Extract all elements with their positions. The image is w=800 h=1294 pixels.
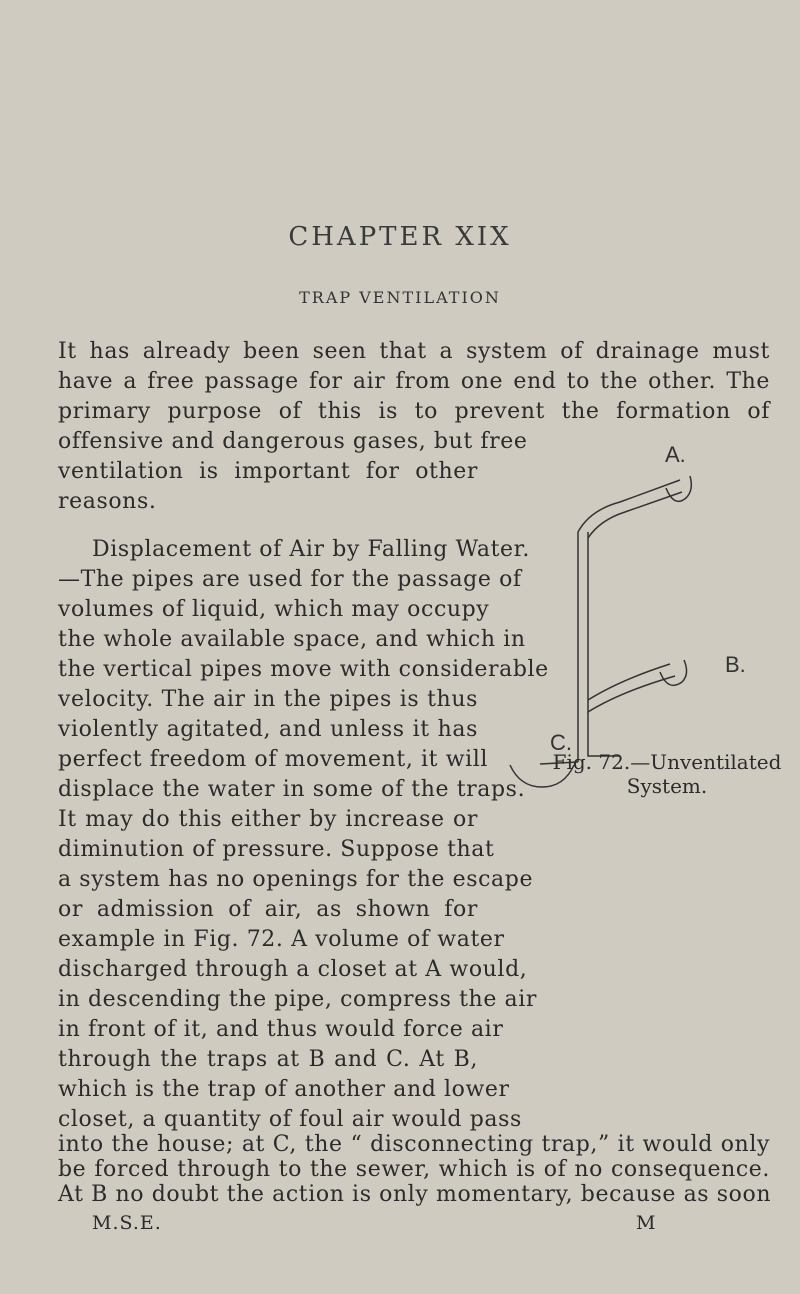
text-line: example in Fig. 72. A volume of water: [58, 927, 505, 952]
text-line: volumes of liquid, which may occupy: [58, 597, 490, 622]
text-line: the vertical pipes move with considerable: [58, 657, 549, 682]
text-line: offensive and dangerous gases, but free: [58, 429, 528, 454]
section-title: TRAP VENTILATION: [299, 288, 501, 307]
text-line: It may do this either by increase or: [58, 807, 478, 832]
gathering-mark: M: [636, 1212, 656, 1234]
chapter-heading: CHAPTER XIX: [288, 222, 512, 252]
text-line: closet, a quantity of foul air would pass: [58, 1107, 522, 1132]
text-line: a system has no openings for the escape: [58, 867, 534, 892]
text-line: velocity. The air in the pipes is thus: [58, 687, 478, 712]
text-line: in front of it, and thus would force air: [58, 1017, 504, 1042]
text-line: which is the trap of another and lower: [58, 1077, 510, 1102]
label-c: C.: [550, 730, 572, 755]
text-line: violently agitated, and unless it has: [58, 717, 478, 742]
text-line: through the traps at B and C. At B,: [58, 1047, 478, 1072]
text-line: be forced through to the sewer, which is of no consequence.: [58, 1157, 770, 1182]
branch-a: [578, 480, 680, 532]
caption-line-2: System.: [626, 774, 708, 798]
branch-b-inner: [588, 676, 675, 712]
trap-b: [660, 660, 687, 685]
text-line: displace the water in some of the traps.: [58, 777, 526, 802]
text-line: or admission of air, as shown for: [58, 897, 478, 922]
text-line: primary purpose of this is to prevent the formation of: [58, 399, 770, 424]
signature-mark: M.S.E.: [92, 1212, 162, 1234]
label-b: B.: [725, 652, 746, 677]
text-line: have a free passage for air from one end to the other. The: [58, 369, 770, 394]
label-a: A.: [665, 442, 686, 467]
text-line: ventilation is important for other: [58, 459, 478, 484]
paragraph-heading: Displacement of Air by Falling Water.: [92, 537, 530, 562]
text-line: It has already been seen that a system of drainage must: [58, 339, 770, 364]
text-line: perfect freedom of movement, it will: [58, 747, 489, 772]
text-line: —The pipes are used for the passage of: [58, 567, 522, 592]
text-line: discharged through a closet at A would,: [58, 957, 528, 982]
caption-line-1: Fig. 72.—Unventilated: [552, 750, 782, 774]
branch-a-inner: [588, 492, 682, 538]
figure-caption: [552, 750, 782, 798]
text-line: in descending the pipe, compress the air: [58, 987, 538, 1012]
text-line: diminution of pressure. Suppose that: [58, 837, 495, 862]
text-line: At B no doubt the action is only momentary, because as soon: [58, 1182, 772, 1207]
text-line: reasons.: [58, 489, 157, 514]
text-line: into the house; at C, the “ disconnecting trap,” it would only: [58, 1132, 770, 1157]
text-line: the whole available space, and which in: [58, 627, 526, 652]
drainage-diagram: [470, 440, 770, 800]
